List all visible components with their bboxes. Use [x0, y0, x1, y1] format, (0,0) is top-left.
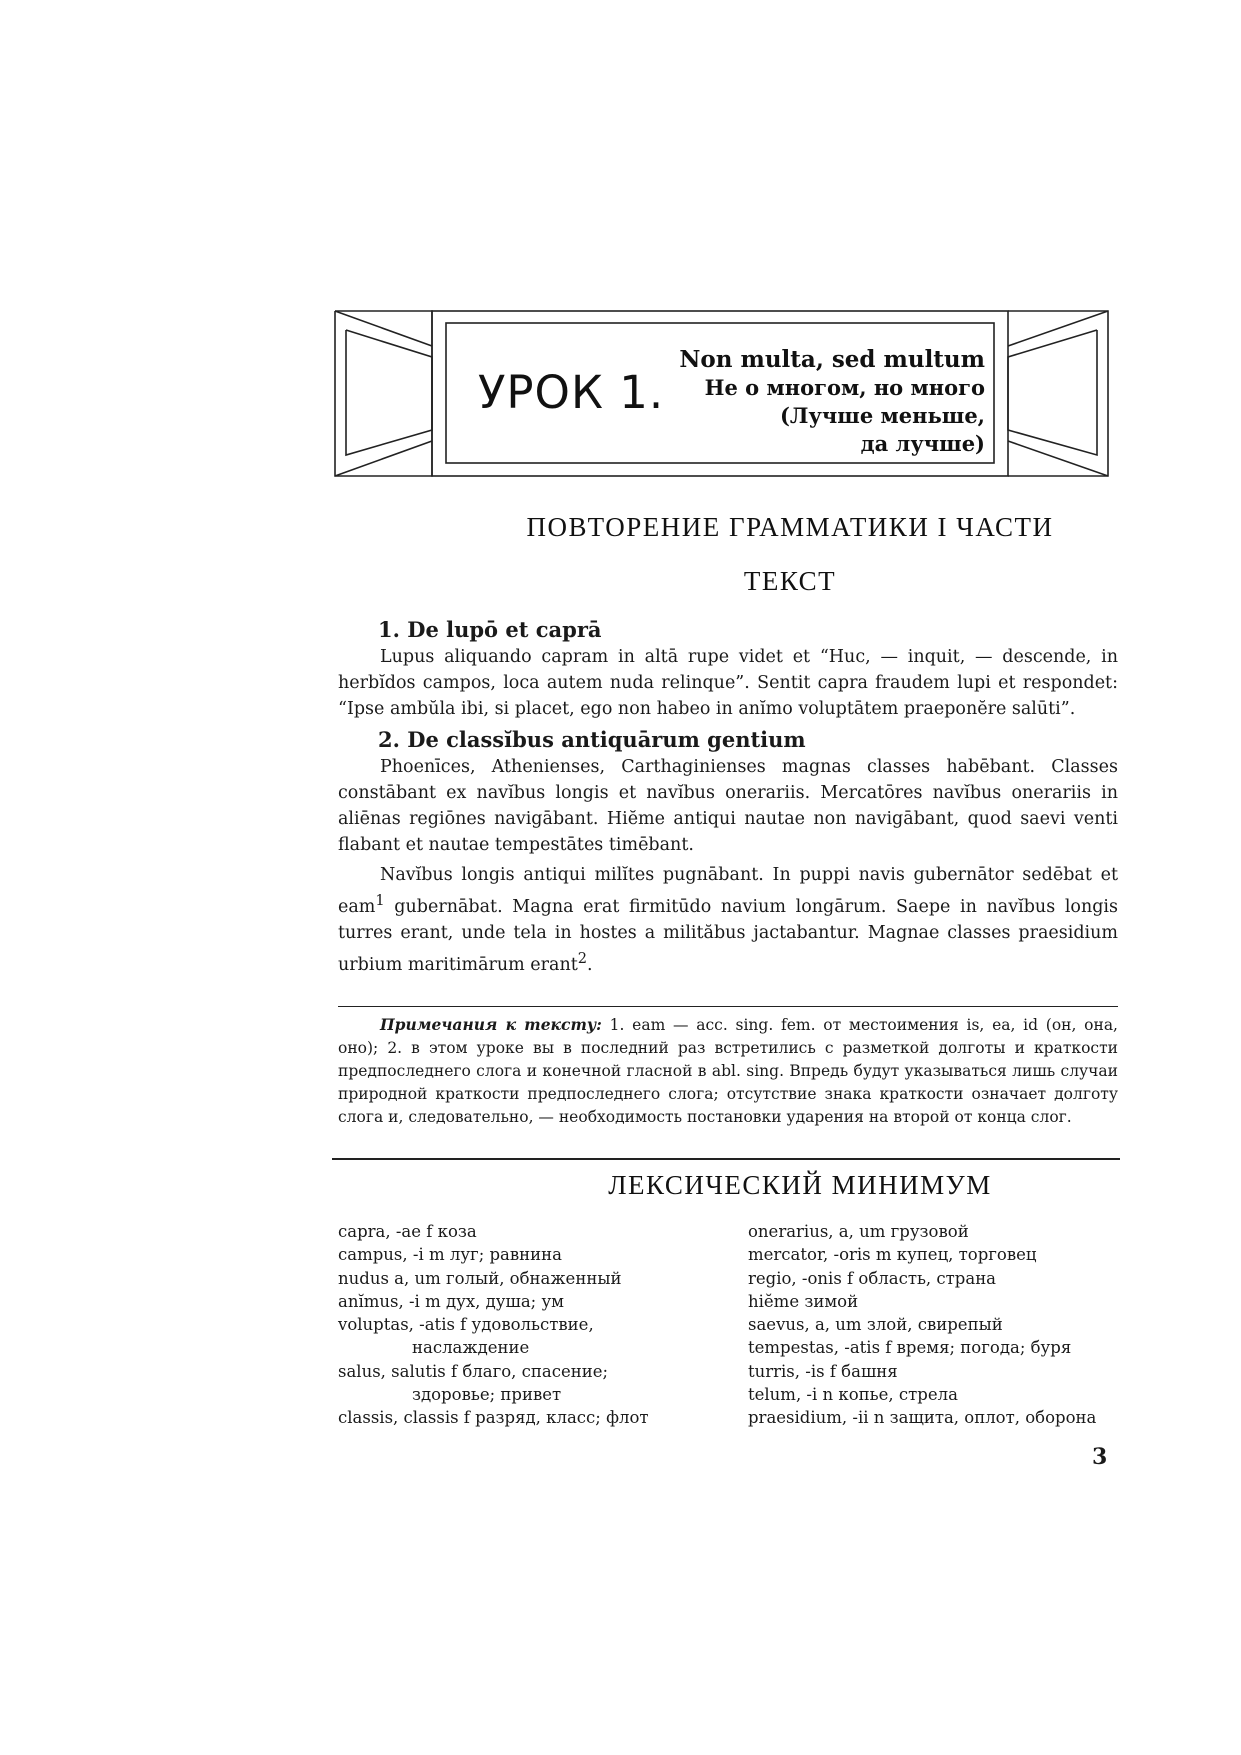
notes-body: 1. eam — acc. sing. fem. от местоимения is, ea, id (он, она, оно); 2. в этом уроке вы в последний раз встретились с разметкой долготы и краткости предпоследнего слога и конечной гласной в abl. sing. Впредь будут указываться лишь случаи природной краткости предпоследнего слога; отсутствие знака краткости означает долготу слога и, следовательно, — необходимость постановки ударения на второй от конца слог. — [338, 1016, 1118, 1126]
vocab-entry — [748, 1336, 1128, 1359]
vocab-entry-text: voluptas, -atis f удовольствие, — [338, 1315, 594, 1335]
text-notes — [338, 1006, 1118, 1129]
footnote-ref-1: 1 — [375, 892, 385, 909]
vocab-entry-text: campus, -i m луг; равнина — [338, 1245, 563, 1265]
motto-russian-line-1: Не о многом, но много — [704, 375, 985, 400]
vocab-entry-text: nudus a, um голый, обнаженный — [338, 1268, 622, 1288]
vocab-entry-text: tempestas, -atis f время; погода; буря — [748, 1338, 1072, 1358]
vocab-entry — [748, 1290, 1128, 1313]
text-2-title: 2. De classĭbus antiquārum gentium — [378, 727, 806, 752]
footnote-ref-2: 2 — [577, 949, 588, 967]
vocab-entry — [748, 1313, 1128, 1336]
vocab-entry — [338, 1290, 728, 1313]
vocab-entry — [748, 1243, 1128, 1266]
notes-lead: Примечания к тексту: — [380, 1015, 602, 1034]
page-number: 3 — [1092, 1444, 1108, 1470]
para-3-part-b: gubernābat. Magna erat firmitūdo navium longārum. Saepe in navĭbus longis turres erant, unde tela in hostes a milităbus jactabantur. Magnae classes praesidium urbium maritimārum erant — [338, 896, 1118, 975]
text-1-paragraph: Lupus aliquando capram in altā rupe videt et “Huc, — inquit, — descende, in herbĭdos campos, loca autem nuda relinque”. Sentit capra fraudem lupi et respondet: “Ipse ambŭla ibi, si placet, ego non habeo in anĭmo voluptātem praeponĕre salūti”. — [338, 647, 1118, 719]
section-heading: ПОВТОРЕНИЕ ГРАММАТИКИ I ЧАСТИ — [526, 512, 1054, 542]
vocab-entry — [338, 1360, 728, 1407]
vocab-entry-text: praesidium, -ii n защита, оплот, оборона — [748, 1408, 1097, 1428]
vocab-entry — [338, 1406, 728, 1429]
motto-latin: Non multa, sed multum — [679, 346, 985, 373]
vocab-entry — [338, 1267, 728, 1290]
vocab-entry — [748, 1267, 1128, 1290]
vocab-entry-text: hiĕme зимой — [748, 1291, 859, 1311]
para-3-part-c: . — [587, 954, 593, 975]
vocab-entry-text: saevus, a, um злой, свирепый — [748, 1315, 1003, 1335]
vocab-entry — [748, 1360, 1128, 1383]
text-1-title: 1. De lupō et caprā — [378, 617, 602, 642]
vocab-entry — [748, 1383, 1128, 1406]
vocab-entry-text: turris, -is f башня — [748, 1361, 898, 1381]
para-3-part-a: Navĭbus longis antiqui milĭtes pugnābant. In puppi navis gubernātor sedēbat et eam — [338, 865, 1118, 917]
vocab-entry — [748, 1220, 1128, 1243]
header-left-wing — [335, 311, 432, 476]
lesson-label: УРОК 1. — [478, 366, 665, 419]
lesson-header-frame — [0, 0, 1241, 520]
text-2-paragraph: Phoenīces, Athenienses, Carthaginienses magnas classes habēbant. Classes constābant ex navĭbus longis et navĭbus onerariis. Mercatōres navĭbus onerariis in aliēnas regiōnes navigābant. Hiĕme antiqui nautae non navigābant, quod saevi venti flabant et nautae tempestātes timēbant. — [338, 757, 1118, 855]
header-right-wing — [1008, 311, 1108, 476]
reading-text — [338, 616, 1118, 978]
vocab-entry-text: capra, -ae f коза — [338, 1222, 477, 1241]
text-heading: ТЕКСТ — [743, 566, 837, 596]
vocab-entry-text: classis, classis f разряд, класс; флот — [338, 1408, 649, 1428]
vocab-entry-text: mercator, -oris m купец, торговец — [748, 1245, 1037, 1265]
vocab-entry-text: onerarius, a, um грузовой — [748, 1222, 969, 1241]
lesson-motto — [679, 346, 985, 458]
vocab-entry-text: anĭmus, -i m дух, душа; ум — [338, 1291, 565, 1311]
vocab-entry — [748, 1406, 1128, 1429]
vocab-entry-continuation: здоровье; привет — [412, 1385, 562, 1405]
vocab-column-right — [748, 1220, 1128, 1430]
vocab-entry — [338, 1313, 728, 1360]
notes-bottom-rule — [332, 1158, 1120, 1160]
vocab-entry-text: telum, -i n копье, стрела — [748, 1385, 958, 1405]
vocab-entry — [338, 1220, 728, 1243]
vocab-column-left — [338, 1220, 728, 1430]
vocab-entry-continuation: наслаждение — [412, 1338, 530, 1358]
motto-russian-line-2: (Лучше меньше, — [779, 403, 985, 428]
vocab-entry — [338, 1243, 728, 1266]
text-2-paragraph-2 — [338, 862, 1118, 978]
vocab-heading: ЛЕКСИЧЕСКИЙ МИНИМУМ — [608, 1170, 992, 1200]
vocab-entry-text: regio, -onis f область, страна — [748, 1268, 997, 1288]
motto-russian-line-3: да лучше) — [860, 431, 985, 456]
vocab-entry-text: salus, salutis f благо, спасение; — [338, 1361, 609, 1381]
